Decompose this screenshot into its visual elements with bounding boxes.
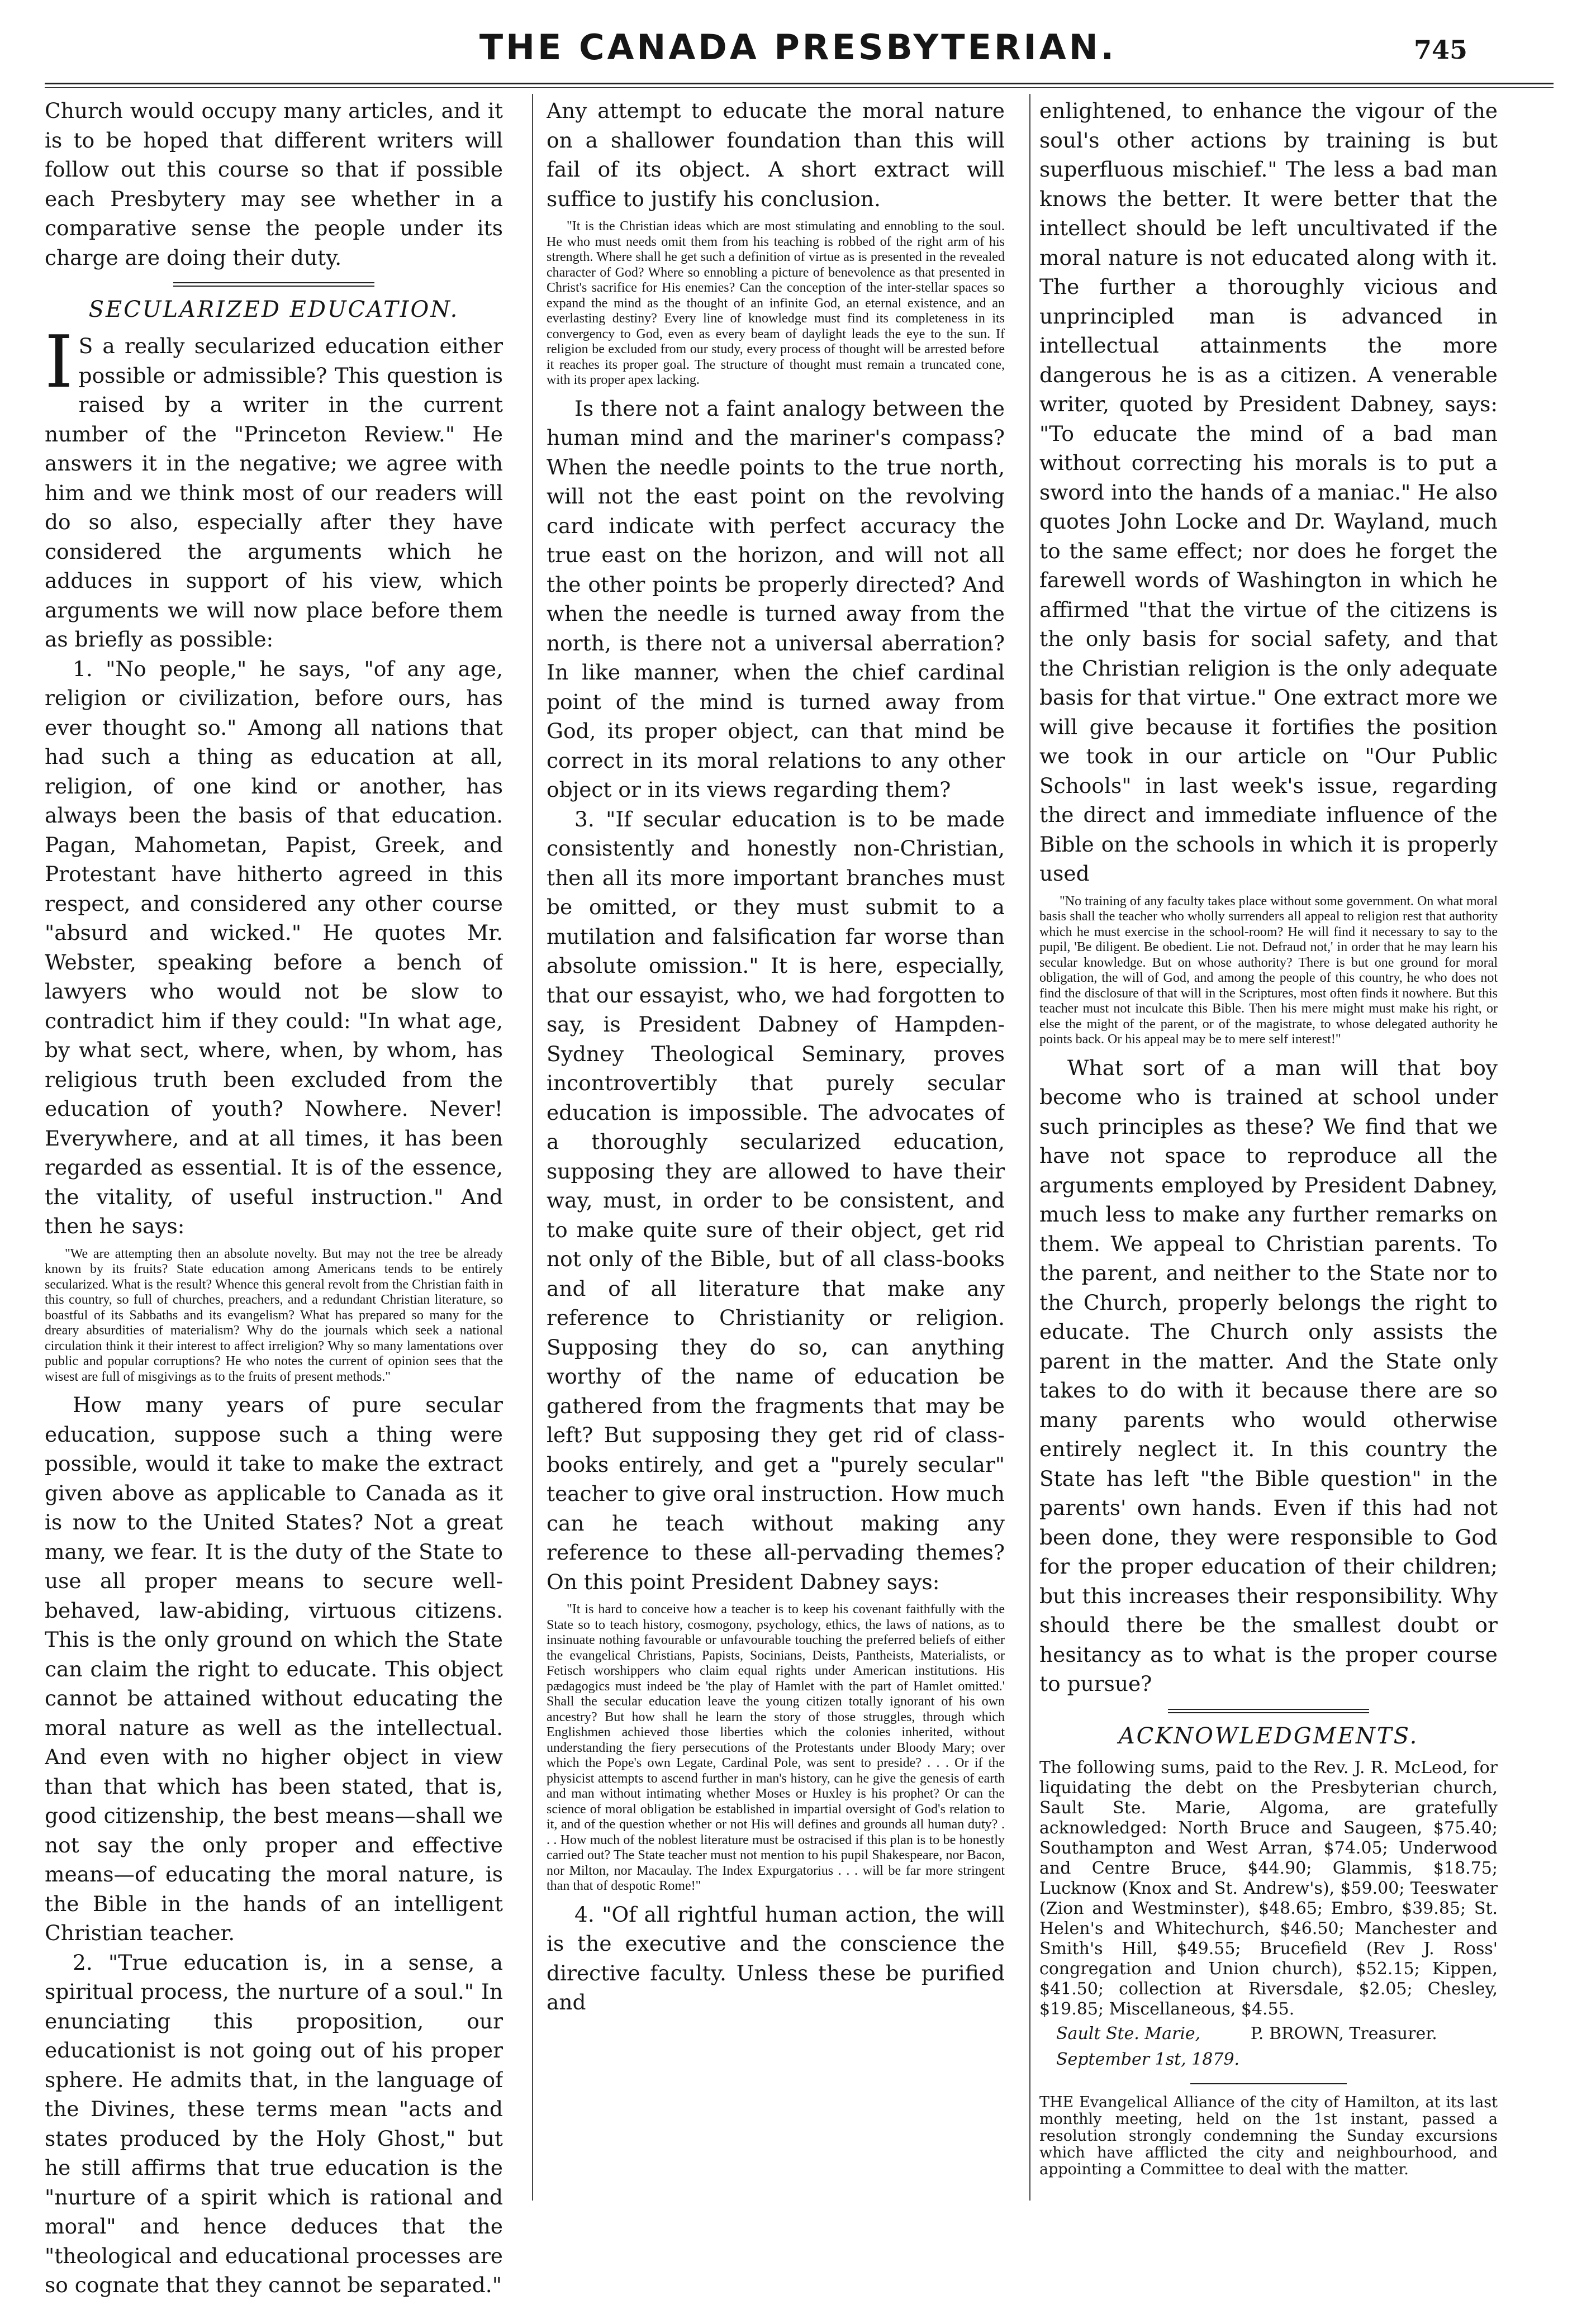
paragraph: 4. "Of all rightful human action, the will is the executive and the conscience the directive faculty. Unless these be purified and	[547, 1902, 1005, 2014]
signature-name: P. BROWN, Treasurer.	[1250, 2023, 1437, 2044]
block-quote: "We are attempting then an absolute novelty. But may not the tree be already known by its fruits? State education among Americans tends to be entirely secularized. What is the result? Whence this general revolt from the Christian faith in this country, so full of churches, preachers, and a redundant Christian literature, so boastful of its Sabbaths and its evangelism? What has prepared so many for the dreary absurdities of materialism? Why do the journals which seek a national circulation think it their interest to affect irreligion? Why so many lamentations over public and popular corruptions? He who notes the current of opinion sees that the wisest are full of misgivings as to the fruits of present methods."	[45, 1246, 503, 1384]
block-quote: "It is hard to conceive how a teacher is to keep his covenant faithfully with the State so to teach history, cosmogony, psychology, ethics, the laws of nations, as to insinuate nothing favourable or unfavourable touching the preferred beliefs of either the evangelical Christians, Papists, Socinians, Deists, Pantheists, Materialists, or Fetisch worshippers who claim equal rights under American institutions. His pædagogics must indeed be 'the play of Hamlet with the part of Hamlet omitted.' Shall the secular education leave the young citizen totally ignorant of his own ancestry? But how shall he learn the story of those struggles, through which Englishmen achieved those liberties which the colonies inherited, without understanding the fiery persecutions of the Protestants under Bloody Mary; over which the Pope's own Legate, Cardinal Pole, was sent to preside? . . . Or if the physicist attempts to ascend further in man's history, can he give the genesis of earth and man without intimating whether Moses or Huxley is his prophet? Or can the science of moral obligation be established in impartial oversight of God's relation to it, and of the question whether or not His will defines and grounds all human duty? . . . How much of the noblest literature must be ostracised if this plan is to be honestly carried out? The State teacher must not mention to his pupil Shakespeare, nor Bacon, nor Milton, nor Macaulay. The Index Expurgatorius . . . will be far more stringent than that of despotic Rome!"	[547, 1602, 1005, 1893]
paragraph: 1. "No people," he says, "of any age, religion or civilization, before ours, has ever thought so." Among all nations that had such a thing as education at all, religion, of one kind or another, has always been the basis of that education. Pagan, Mahometan, Papist, Greek, and Protestant have hitherto agreed in this respect, and considered any other course "absurd and wicked." He quotes Mr. Webster, speaking before a bench of lawyers who would not be slow to contradict him if they could: "In what age, by what sect, where, when, by whom, has religious truth been excluded from the education of youth? Nowhere. Never! Everywhere, and at all times, it has been regarded as essential. It is of the essence, the vitality, of useful instruction." And then he says:	[45, 656, 503, 1238]
masthead-rule-thin	[45, 87, 1554, 88]
publication-title: THE CANADA PRESBYTERIAN.	[479, 27, 1117, 68]
masthead	[0, 16, 1596, 83]
section-divider	[1168, 1709, 1369, 1713]
paragraph-intro: Church would occupy many articles, and it is to be hoped that different writers will follow out this course so that if possible each Presbytery may see whether in a comparative sense the people under its charge are doing their duty.	[45, 98, 503, 270]
notice-paragraph: THE Evangelical Alliance of the city of Hamilton, at its last monthly meeting, held on the 1st instant, passed a resolution strongly condemning the Sunday excursions which have afflicted the city and neighbourhood, and appointing a Committee to deal with the matter.	[1039, 2093, 1498, 2178]
column-2	[547, 96, 1005, 2017]
paragraph: What sort of a man will that boy become who is trained at school under such principles as these? We find that we have not space to reproduce all the arguments employed by President Dabney, much less to make any further remarks on them. We appeal to Christian parents. To the parent, and neither to the State nor to the Church, properly belongs the right to educate. The Church only assists the parent in the matter. And the State only takes to do with it because there are so many parents who would otherwise entirely neglect it. In this country the State has left "the Bible question" in the parents' own hands. Even if this had not been done, they were responsible to God for the proper education of their children; but this increases their responsibility. Why should there be the smallest doubt or hesitancy as to what is the proper course to pursue?	[1039, 1055, 1498, 1696]
paragraph: 2. "True education is, in a sense, a spiritual process, the nurture of a soul." In enunciating this proposition, our educationist is not going out of his proper sphere. He admits that, in the language of the Divines, these terms mean "acts and states produced by the Holy Ghost," but he still affirms that true education is the "nurture of a spirit which is rational and moral" and hence deduces that the "theological and educational processes are so cognate that they cannot be separated."	[45, 1950, 503, 2297]
paragraph: 3. "If secular education is to be made consistently and honestly non-Christian, then all its more important branches must be omitted, or they must submit to a mutilation and falsification far worse than absolute omission." It is here, especially, that our essayist, who, we had forgotten to say, is President Dabney of Hampden-Sydney Theological Seminary, proves incontrovertibly that purely secular education is impossible. The advocates of a thoroughly secularized education, supposing they are allowed to have their way, must, in order to be consistent, and to make quite sure of their object, get rid not only of the Bible, but of all class-books and of all literature that make any reference to Christianity or religion. Supposing they do so, can anything worthy of the name of education be gathered from the fragments that may be left? But supposing they get rid of class-books entirely, and get a "purely secular" teacher to give oral instruction. How much can he teach without making any reference to these all-pervading themes? On this point President Dabney says:	[547, 806, 1005, 1594]
signature-place: Sault Ste. Marie,	[1056, 2023, 1201, 2044]
paragraph: How many years of pure secular education, suppose such a thing were possible, would it take to make the extract given above as applicable to Canada as it is now to the United States? Not a great many, we fear. It is the duty of the State to use all proper means to secure well-behaved, law-abiding, virtuous citizens. This is the only ground on which the State can claim the right to educate. This object cannot be attained without educating the moral nature as well as the intellectual. And even with no higher object in view than that which has been stated, that is, good citizenship, the best means—shall we not say the only proper and effective means—of educating the moral nature, is the Bible in the hands of an intelligent Christian teacher.	[45, 1393, 503, 1945]
block-quote: "It is the Christian ideas which are most stimulating and ennobling to the soul. He who must needs omit them from his teaching is robbed of the right arm of his strength. Where shall he get such a definition of virtue as is presented in the revealed character of God? Where so ennobling a picture of benevolence as that presented in Christ's sacrifice for His enemies? Can the conception of the inter-stellar spaces so expand the mind as the thought of an infinite God, an eternal existence, and an everlasting destiny? Every line of knowledge must find its completeness in its convergency to God, even as every beam of daylight leads the eye to the sun. If religion be excluded from our study, every process of thought will be arrested before it reaches its proper goal. The structure of thought must remain a truncated cone, with its proper apex lacking.	[547, 219, 1005, 387]
column-divider	[532, 94, 533, 2201]
article-heading: SECULARIZED EDUCATION.	[88, 297, 459, 322]
paragraph: Any attempt to educate the moral nature on a shallower foundation than this will fail of its object. A short extract will suffice to justify his conclusion.	[547, 98, 1005, 211]
signature-line	[1056, 2023, 1498, 2045]
section-divider	[1190, 2083, 1347, 2084]
drop-cap: I	[45, 321, 73, 404]
acknowledgments-heading: ACKNOWLEDGMENTS.	[1118, 1723, 1419, 1749]
paragraph-text: S a really secularized education either possible or admissible? This question is raised by a writer in the current number of the "Princeton Review." He answers it in the negative; we agree with him and we think most of our readers will do so also, especially after they have considered the arguments which he adduces in support of his view, which arguments we will now place before them as briefly as possible:	[45, 334, 503, 652]
paragraph: enlightened, to enhance the vigour of the soul's other actions by training is but superfluous mischief." The less a bad man knows the better. It were better that the intellect should be left uncultivated if the moral nature is not educated along with it. The further a thoroughly vicious and unprincipled man is advanced in intellectual attainments the more dangerous he is as a citizen. A venerable writer, quoted by President Dabney, says: "To educate the mind of a bad man without correcting his morals is to put a sword into the hands of a maniac." He also quotes John Locke and Dr. Wayland, much to the same effect; nor does he forget the farewell words of Washington in which he affirmed "that the virtue of the citizens is the only basis for social safety, and that the Christian religion is the only adequate basis for that virtue." One extract more we will give because it fortifies the position we took in our article on "Our Public Schools" in last week's issue, regarding the direct and immediate influence of the Bible on the schools in which it is properly used	[1039, 98, 1498, 886]
page-number: 745	[1413, 35, 1467, 65]
section-divider	[173, 282, 374, 287]
column-1	[45, 96, 503, 2300]
column-3	[1039, 96, 1498, 2178]
masthead-rule	[45, 83, 1554, 84]
column-divider	[1029, 94, 1030, 2201]
block-quote: "No training of any faculty takes place without some government. On what moral basis shall the teacher who wholly surrenders all appeal to religion rest that authority which he must exercise in the school-room? He will find it necessary to say to the pupil, 'Be diligent. Be obedient. Lie not. Defraud not,' in order that he may learn his secular knowledge. But on whose authority? There is but one ground for moral obligation, the will of God, and among the people of this country, he who does not find the disclosure of that will in the Scriptures, most often finds it nowhere. But this teacher must not inculcate this Bible. Then his mere might must make his right, or else the might of the parent, or of the magistrate, to whose delegated authority he points back. Or his appeal may be to mere self interest!"	[1039, 894, 1498, 1047]
paragraph	[45, 321, 503, 654]
acknowledgments-text: The following sums, paid to the Rev. J. R. McLeod, for liquidating the debt on the Presbyterian church, Sault Ste. Marie, Algoma, are gratefully acknowledged: North Bruce and Saugeen, $75.40; Southampton and West Arran, $74.05; Underwood and Centre Bruce, $44.90; Glammis, $18.75; Lucknow (Knox and St. Andrew's), $59.00; Teeswater (Zion and Westminster), $48.65; Embro, $39.85; St. Helen's and Whitechurch, $46.50; Manchester and Smith's Hill, $49.55; Brucefield (Rev J. Ross' congregation and Union church), $52.15; Kippen, $41.50; collection at Riversdale, $2.05; Chesley, $19.85; Miscellaneous, $4.55.	[1039, 1757, 1498, 2019]
signature-date: September 1st, 1879.	[1056, 2049, 1240, 2069]
paragraph: Is there not a faint analogy between the human mind and the mariner's compass? When the needle points to the true north, will not the east point on the revolving card indicate with perfect accuracy the true east on the horizon, and will not all the other points be properly directed? And when the needle is turned away from the north, is there not a universal aberration? In like manner, when the chief cardinal point of the mind is turned away from God, its proper object, can that mind be correct in its moral relations to any other object or in its views regarding them?	[547, 396, 1005, 802]
